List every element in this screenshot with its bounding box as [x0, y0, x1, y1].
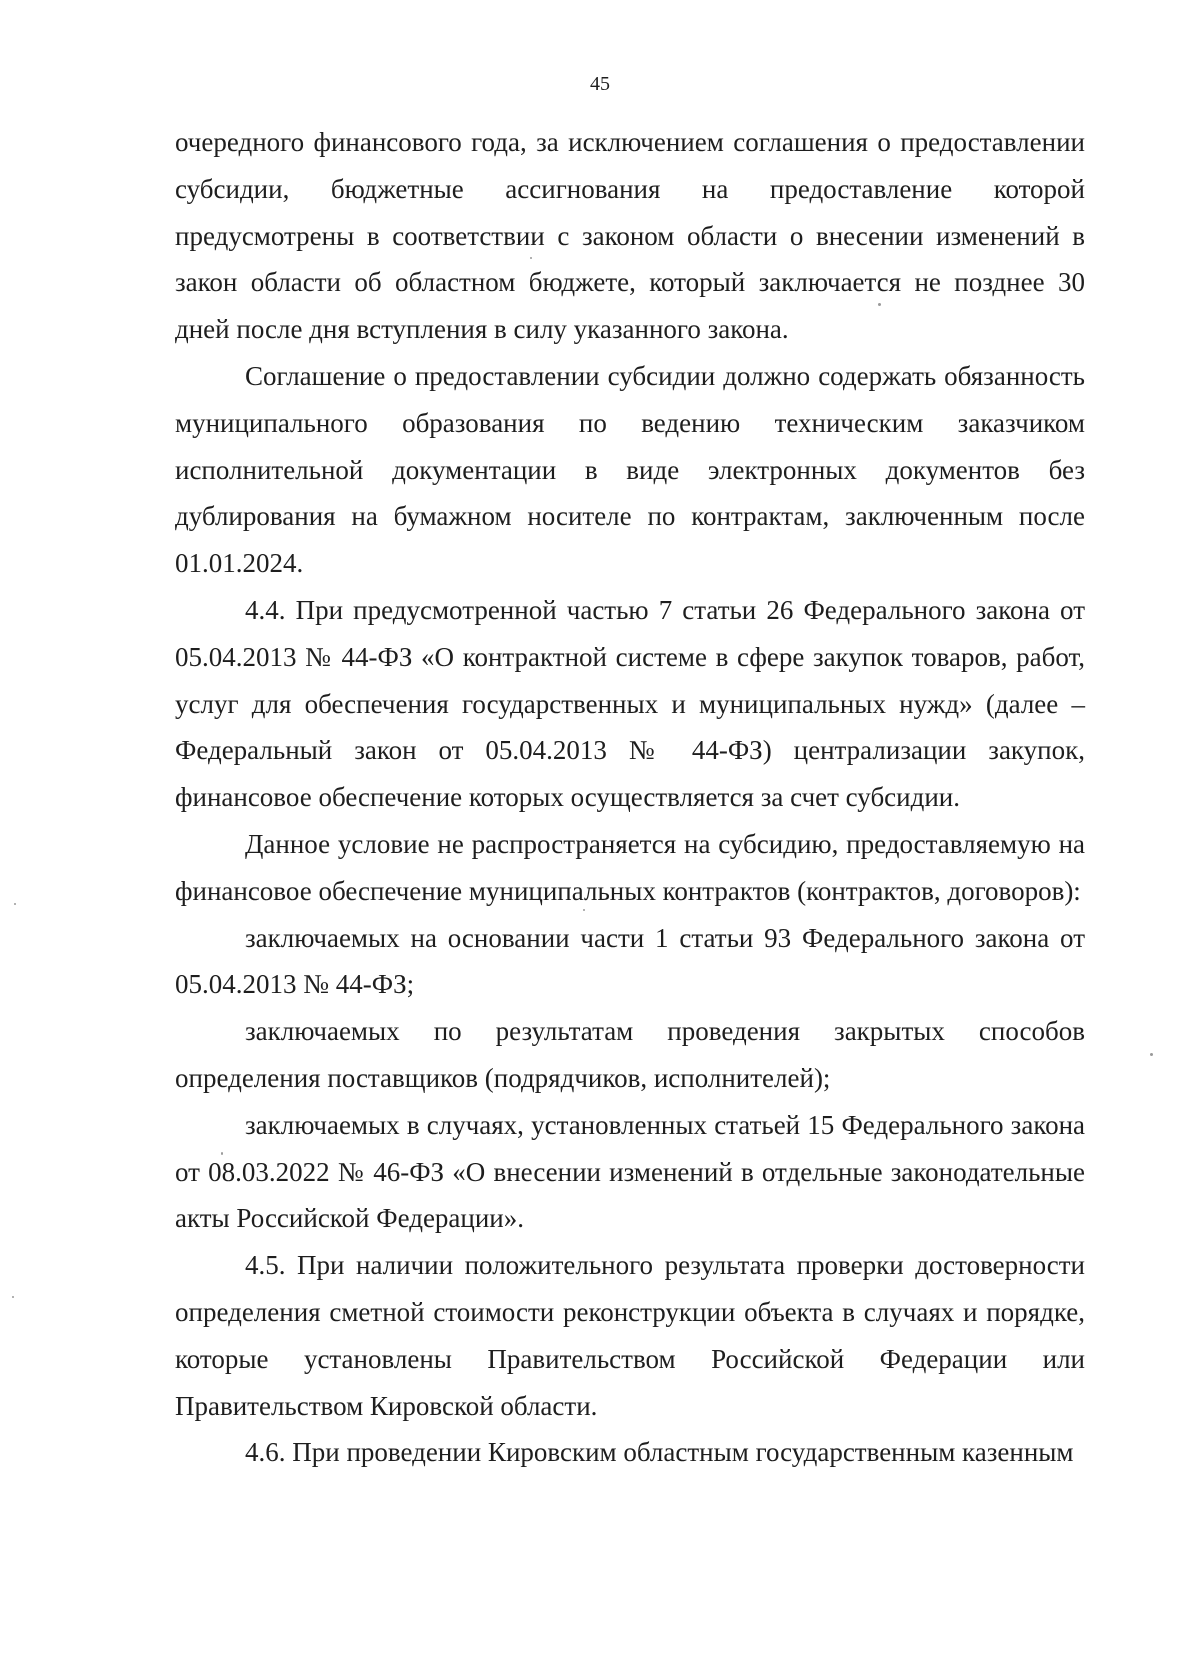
paragraph-exception-closed-procurement: заключаемых по результатам проведения закрытых способов определения поставщиков (подрядчиков, исполнителей);: [175, 1016, 1085, 1093]
paragraph-condition-exception: Данное условие не распространяется на субсидию, предоставляемую на финансовое обеспечение муниципальных контрактов (контрактов, договоров):: [175, 828, 1085, 906]
paragraph-agreement-obligation: Соглашение о предоставлении субсидии должно содержать обязанность муниципального образования по ведению техническим заказчиком исполнительной документации в виде электронных документов без дублирования на бумажном носителе по контрактам, заключенным после 01.01.2024.: [175, 360, 1085, 579]
scan-speck: [221, 1152, 223, 1155]
scan-speck: [1150, 1053, 1153, 1056]
paragraph-exception-article-93: заключаемых на основании части 1 статьи 93 Федерального закона от 05.04.2013 № 44-ФЗ;: [175, 922, 1085, 1000]
paragraph-4-6: 4.6. При проведении Кировским областным государственным казенным: [245, 1437, 1074, 1468]
scan-speck: [14, 903, 16, 905]
scan-speck: [12, 1296, 14, 1298]
scan-speck: [878, 303, 881, 306]
scan-speck: [583, 909, 585, 911]
scan-speck: [530, 257, 532, 259]
document-text: [175, 119, 1085, 1476]
page-number: 45: [590, 73, 610, 95]
paragraph-4-4: 4.4. При предусмотренной частью 7 статьи 26 Федерального закона от 05.04.2013 № 44-ФЗ «О контрактной системе в сфере закупок товаров, работ, услуг для обеспечения государственных и муниципальных нужд» (далее – Федеральный закон от 05.04.2013 № 44-ФЗ) централизации закупок, финансовое обеспечение которых осуществляется за счет субсидии.: [175, 594, 1085, 813]
paragraph-agreement-deadline: очередного финансового года, за исключением соглашения о предоставлении субсидии, бюджетные ассигнования на предоставление которой предусмотрены в соответствии с законом области о внесении изменений в закон области об областном бюджете, который заключается не позднее 30 дней после дня вступления в силу указанного закона.: [175, 127, 1085, 345]
paragraph-exception-article-15: заключаемых в случаях, установленных статьей 15 Федерального закона от 08.03.2022 № 46-ФЗ «О внесении изменений в отдельные законодательные акты Российской Федерации».: [175, 1109, 1085, 1234]
paragraph-4-5: 4.5. При наличии положительного результата проверки достоверности определения сметной стоимости реконструкции объекта в случаях и порядке, которые установлены Правительством Российской Федерации или Правительством Кировской области.: [175, 1250, 1085, 1421]
